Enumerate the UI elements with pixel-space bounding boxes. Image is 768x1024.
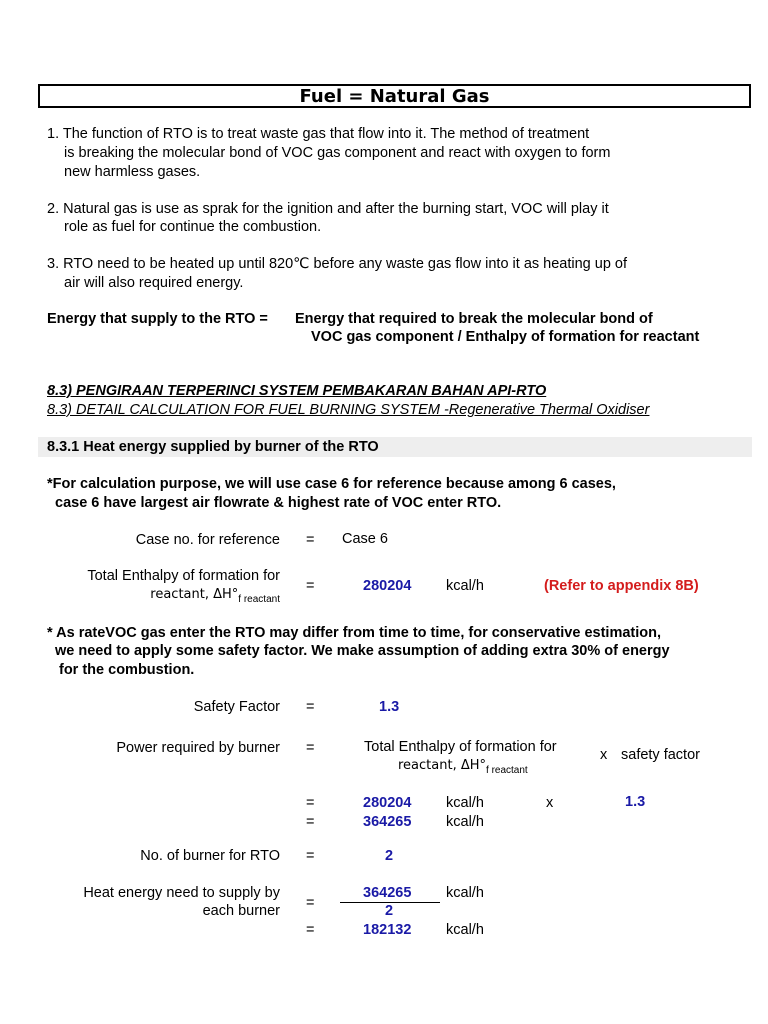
note2-line-1: * As rateVOC gas enter the RTO may differ from time to time, for conservative estimation, — [47, 625, 661, 641]
heading-malay: 8.3) PENGIRAAN TERPERINCI SYSTEM PEMBAKARAN BAHAN API-RTO — [47, 383, 547, 399]
enthalpy-label-2 — [150, 586, 280, 605]
power-eq: = — [306, 740, 315, 756]
point-3-line-1: 3. RTO need to be heated up until 820℃ before any waste gas flow into it as heating up of — [47, 256, 628, 272]
power-row2-value: 364265 — [363, 814, 412, 830]
note1-line-1: *For calculation purpose, we will use case 6 for reference because among 6 cases, — [47, 476, 616, 492]
case-ref-value: Case 6 — [342, 531, 388, 547]
enthalpy-value: 280204 — [363, 578, 412, 594]
per-burner-result: 182132 — [363, 922, 412, 938]
power-row1-eq: = — [306, 795, 315, 811]
note2-line-3: for the combustion. — [59, 662, 195, 678]
point-1-line-3: new harmless gases. — [64, 164, 201, 180]
section-title: 8.3.1 Heat energy supplied by burner of the RTO — [47, 439, 379, 455]
case-ref-eq: = — [306, 532, 315, 548]
per-burner-eq: = — [306, 895, 315, 911]
power-formula-line-2 — [398, 757, 528, 776]
burners-label: No. of burner for RTO — [140, 848, 280, 864]
point-1-line-1: 1. The function of RTO is to treat waste gas that flow into it. The method of treatment — [47, 126, 590, 142]
per-burner-result-unit: kcal/h — [446, 922, 484, 938]
power-row2-unit: kcal/h — [446, 814, 484, 830]
power-formula-text: reactant, ΔH° — [398, 758, 487, 773]
point-3-line-2: air will also required energy. — [64, 275, 244, 291]
per-burner-result-eq: = — [306, 922, 315, 938]
power-row1-unit: kcal/h — [446, 795, 484, 811]
power-formula-sub: f reactant — [486, 764, 528, 776]
power-row1-times: x — [546, 795, 554, 811]
page-title: Fuel = Natural Gas — [38, 84, 751, 108]
enthalpy-eq: = — [306, 578, 315, 594]
case-ref-label: Case no. for reference — [135, 532, 280, 548]
burners-eq: = — [306, 848, 315, 864]
power-formula-line-1: Total Enthalpy of formation for — [364, 739, 557, 755]
energy-statement-right-1: Energy that required to break the molecular bond of — [295, 311, 653, 327]
point-2-line-2: role as fuel for continue the combustion. — [64, 219, 322, 235]
safety-factor-eq: = — [306, 699, 315, 715]
per-burner-label-1: Heat energy need to supply by — [83, 885, 280, 901]
power-factor-label: safety factor — [621, 747, 700, 763]
point-2-line-1: 2. Natural gas is use as sprak for the ignition and after the burning start, VOC will play it — [47, 201, 609, 217]
per-burner-label-2: each burner — [202, 903, 280, 919]
safety-factor-value: 1.3 — [379, 699, 400, 715]
note1-line-2: case 6 have largest air flowrate & highest rate of VOC enter RTO. — [55, 495, 502, 511]
safety-factor-label: Safety Factor — [193, 699, 280, 715]
heading-english: 8.3) DETAIL CALCULATION FOR FUEL BURNING SYSTEM -Regenerative Thermal Oxidiser — [47, 402, 650, 418]
appendix-reference: (Refer to appendix 8B) — [544, 578, 699, 594]
enthalpy-label-1: Total Enthalpy of formation for — [87, 568, 280, 584]
enthalpy-label-text: reactant, ΔH° — [150, 587, 239, 602]
per-burner-unit: kcal/h — [446, 885, 484, 901]
point-1-line-2: is breaking the molecular bond of VOC gas component and react with oxygen to form — [64, 145, 611, 161]
power-label: Power required by burner — [116, 740, 280, 756]
energy-statement-left: Energy that supply to the RTO = — [47, 311, 268, 327]
enthalpy-label-sub: f reactant — [238, 593, 280, 605]
enthalpy-unit: kcal/h — [446, 578, 484, 594]
note2-line-2: we need to apply some safety factor. We make assumption of adding extra 30% of energy — [55, 643, 670, 659]
per-burner-denominator: 2 — [385, 903, 394, 919]
energy-statement-right-2: VOC gas component / Enthalpy of formation for reactant — [311, 329, 700, 345]
power-row1-value: 280204 — [363, 795, 412, 811]
power-times: x — [600, 747, 608, 763]
per-burner-numerator: 364265 — [363, 885, 412, 901]
burners-value: 2 — [385, 848, 394, 864]
power-row1-factor: 1.3 — [625, 794, 646, 810]
power-row2-eq: = — [306, 814, 315, 830]
